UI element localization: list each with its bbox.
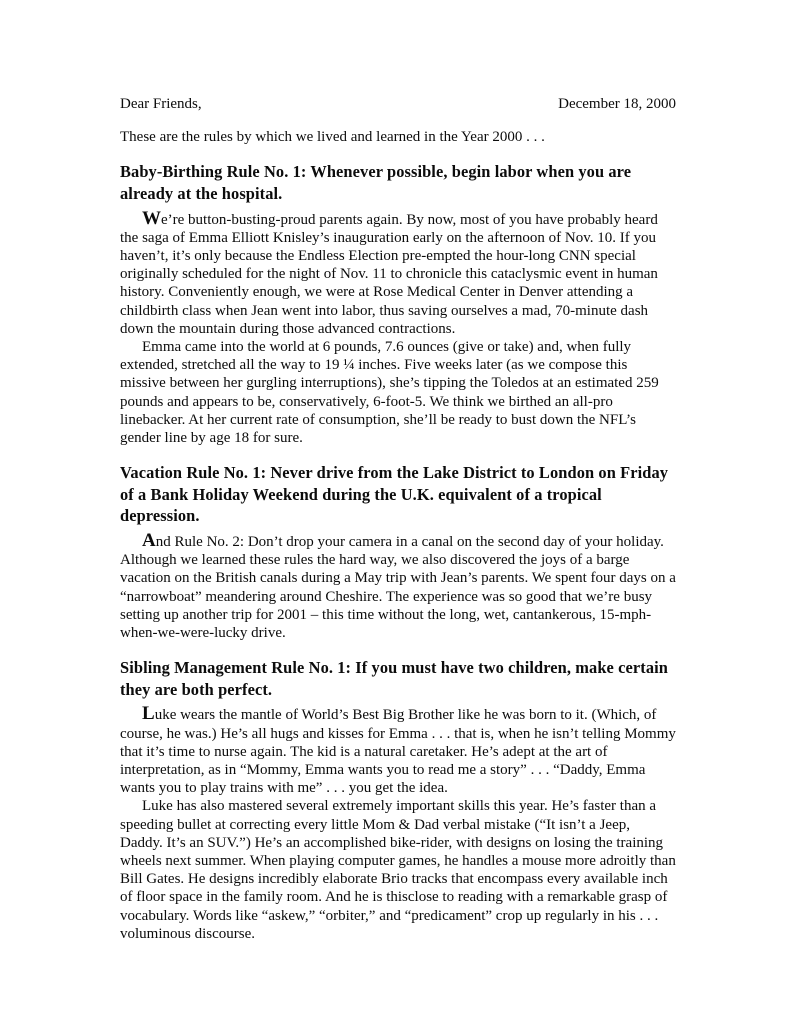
lead-letter: L <box>142 703 155 725</box>
letter-header <box>120 95 676 113</box>
paragraph-text: uke wears the mantle of World’s Best Big Brother like he was born to it. (Which, of course, he was.) He’s all hugs and kisses for Emma . . . that is, when he isn’t telling Mommy that it’s time to nurse again. The kid is a natural caretaker. He’s adept at the art of interpretation, as in “Mommy, Emma wants you to read me a story” . . . “Daddy, Emma wants you to play trains with me” . . . you get the idea. <box>120 707 676 797</box>
intro-line: These are the rules by which we lived and learned in the Year 2000 . . . <box>120 129 545 146</box>
paragraph-text: nd Rule No. 2: Don’t drop your camera in a canal on the second day of your holiday. Although we learned these rules the hard way, we also discovered the joys of a barge vacation on the British canals during a May trip with Jean’s parents. We spent four days on a “narrowboat” meandering around Cheshire. The experience was so good that we’re busy setting up another trip for 2001 – this time without the long, wet, cantankerous, 15-mph-when-we-were-lucky drive. <box>120 534 676 642</box>
paragraph-text: Emma came into the world at 6 pounds, 7.6 ounces (give or take) and, when fully extended, stretched all the way to 19 ¼ inches. Five weeks later (as we compose this missive between her gurgling interruptions), she’s tipping the Toledos at an estimated 259 pounds and appears to be, conservatively, 6-foot-5. We think we birthed an all-pro linebacker. At her current rate of consumption, she’ll be ready to bust down the NFL’s gender line by age 18 for sure. <box>120 339 659 447</box>
letter-date: December 18, 2000 <box>558 96 676 112</box>
salutation: Dear Friends, <box>120 96 202 112</box>
section-heading-sibling-management: Sibling Management Rule No. 1: If you must have two children, make certain they are both perfect. <box>120 658 668 699</box>
paragraph-text: Luke has also mastered several extremely important skills this year. He’s faster than a speeding bullet at correcting every little Mom & Dad verbal mistake (“It isn’t a Jeep, Daddy. It’s an SUV.”) He’s an accomplished bike-rider, with designs on losing the training wheels next summer. When playing computer games, he handles a mouse more adroitly than Bill Gates. He designs incredibly elaborate Brio tracks that encompass every available inch of floor space in the family room. And he is thisclose to reading with a remarkable grasp of vocabulary. Words like “askew,” “orbiter,” and “predicament” crop up regularly in his . . . voluminous discourse. <box>120 798 676 942</box>
paragraph <box>120 338 676 447</box>
section-heading-baby-birthing: Baby-Birthing Rule No. 1: Whenever possible, begin labor when you are already at the hospital. <box>120 162 632 203</box>
paragraph <box>120 207 676 338</box>
paragraph <box>120 532 676 642</box>
paragraph <box>120 705 676 797</box>
paragraph-text: e’re button-busting-proud parents again. By now, most of you have probably heard the saga of Emma Elliott Knisley’s inauguration early on the afternoon of Nov. 10. If you haven’t, it’s only because the Endless Election pre-empted the hour-long CNN special originally scheduled for the night of Nov. 11 to chronicle this cataclysmic event in human history. Conveniently enough, we were at Rose Medical Center in Denver attending a childbirth class when Jean went into labor, thus saving ourselves a mad, 70-minute dash down the mountain during those advanced contractions. <box>120 211 658 337</box>
lead-letter: W <box>142 207 161 229</box>
paragraph <box>120 797 676 943</box>
section-heading-vacation: Vacation Rule No. 1: Never drive from the Lake District to London on Friday of a Bank Holiday Weekend during the U.K. equivalent of a tropical depression. <box>120 463 669 526</box>
lead-letter: A <box>142 530 156 552</box>
